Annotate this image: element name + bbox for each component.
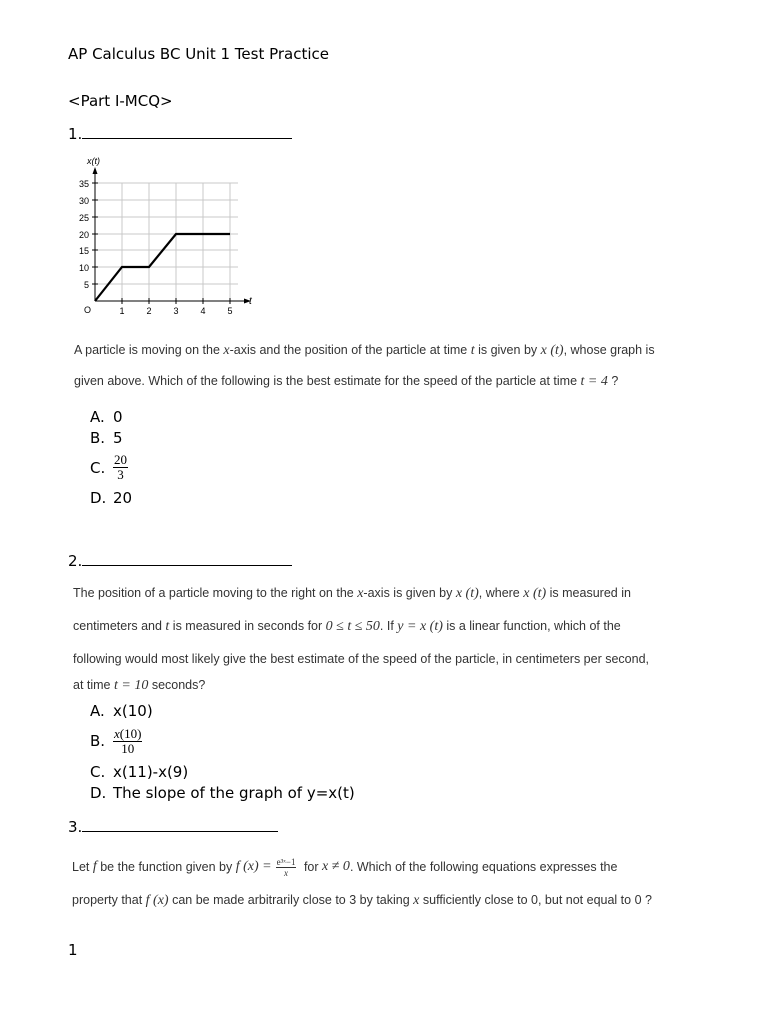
y-tick-label: 20 [78,230,89,240]
fraction-denominator: 10 [121,740,135,756]
question-number: 1. [68,125,83,143]
question-1-options [90,406,132,508]
option-b[interactable] [90,427,132,448]
stem-line [72,884,732,917]
math-expr: t = 4 [580,374,608,389]
stem-text: for [300,860,323,874]
question-3-number [68,817,278,836]
document-title: AP Calculus BC Unit 1 Test Practice [68,45,330,63]
option-text: 20 [113,488,133,507]
option-label: C. [90,458,106,477]
y-tick-label: 35 [78,179,89,189]
fraction-denominator: x [284,867,289,878]
math-text: (10) [119,725,142,741]
stem-text: The position of a particle moving to the right on the [73,586,358,600]
stem-text: can be made arbitrarily close to 3 by taking [168,893,414,907]
stem-line [73,610,733,643]
math-expr: x (t) [540,343,564,358]
y-axis-arrow [93,167,98,174]
math-expr: x (t) [455,586,479,601]
option-a[interactable] [90,700,355,721]
fraction [113,453,128,482]
math-expr: x ≠ 0 [322,859,350,874]
option-c[interactable] [90,761,355,782]
question-1-number [68,124,292,143]
question-2-number [68,551,292,570]
math-expr: 0 ≤ t ≤ 50 [325,619,380,634]
stem-text: is given by [474,343,541,357]
origin-label: O [84,305,92,315]
stem-text: centimeters and [73,619,166,633]
stem-text: given above. Which of the following is the best estimate for the speed of the particle at time [74,374,581,388]
math-expr: f (x) [145,893,169,908]
option-label: A. [90,701,105,720]
question-1-stem [74,335,714,397]
question-number: 2. [68,552,83,570]
y-tick-label: 10 [78,263,89,273]
stem-text: at time [73,678,114,692]
x-tick-label: 3 [173,306,179,316]
answer-blank [82,124,292,139]
x-tick-label: 2 [146,306,152,316]
option-text: x(10) [113,701,153,720]
option-text: 0 [113,407,123,426]
math-var: t [165,619,170,634]
math-expr: y = x (t) [397,619,443,634]
x-axis-label: t [249,296,252,307]
stem-text: A particle is moving on the [74,343,224,357]
y-tick-label: 15 [78,246,89,256]
option-text: x(11)-x(9) [113,762,189,781]
option-label: B. [90,428,106,447]
stem-text: . Which of the following equations expresses the [349,860,618,874]
math-expr: f (x) = [235,859,272,874]
question-3-stem [72,851,732,917]
option-label: B. [90,732,106,750]
math-var: x [114,725,120,741]
option-d[interactable] [90,782,355,803]
option-label: D. [90,783,107,802]
x-tick-label: 5 [227,306,233,316]
math-var: f [92,859,97,874]
option-label: A. [90,407,105,426]
fraction [276,857,297,878]
stem-text: . If [379,619,398,633]
math-expr: t = 10 [114,678,149,693]
option-text: 5 [113,428,123,447]
question-number: 3. [68,818,83,836]
option-label: D. [90,488,107,507]
stem-line [74,366,714,397]
stem-text: property that [72,893,146,907]
answer-blank [82,551,292,566]
math-expr: x (t) [523,586,547,601]
x-tick-label: 4 [200,306,206,316]
y-axis-label: x(t) [87,156,100,166]
stem-text: be the function given by [96,860,236,874]
page-number: 1 [68,941,78,959]
y-tick-label: 5 [83,280,89,290]
stem-text: Let [72,860,93,874]
stem-text: ? [607,374,619,388]
fraction-numerator: e³ˣ−1 [276,856,296,867]
stem-line [73,577,733,610]
math-var: x [223,343,230,358]
math-var: x [413,893,420,908]
y-tick-label: 30 [78,196,89,206]
stem-text: sufficiently close to 0, but not equal to 0 ? [419,893,652,907]
x-tick-label: 1 [119,306,125,316]
stem-line: following would most likely give the best estimate of the speed of the particle, in centimeters per second, [73,652,649,666]
graph-grid [95,183,238,301]
question-2-options [90,700,355,803]
position-graph [68,152,268,322]
stem-text: is a linear function, which of the [442,619,621,633]
stem-line [74,335,714,366]
option-a[interactable] [90,406,132,427]
fraction-numerator: 20 [114,452,127,467]
option-d[interactable] [90,487,132,508]
stem-text: -axis is given by [363,586,456,600]
stem-text: seconds? [148,678,206,692]
fraction-numerator [113,727,142,742]
stem-text: is measured in seconds for [169,619,326,633]
stem-text: is measured in [546,586,631,600]
fraction-denominator: 3 [117,467,124,482]
stem-text: -axis and the position of the particle at time [229,343,471,357]
part-label: <Part I-MCQ> [68,92,173,110]
option-label: C. [90,762,106,781]
math-var: x [357,586,364,601]
math-var: t [470,343,475,358]
option-b[interactable] [90,721,355,761]
stem-text: , where [478,586,524,600]
option-c[interactable] [90,448,132,487]
stem-line [72,851,732,883]
option-text: The slope of the graph of y=x(t) [113,783,355,802]
fraction [113,727,142,756]
stem-text: , whose graph is [563,343,655,357]
question-2-stem [73,577,733,702]
y-tick-label: 25 [78,213,89,223]
answer-blank [82,817,278,832]
